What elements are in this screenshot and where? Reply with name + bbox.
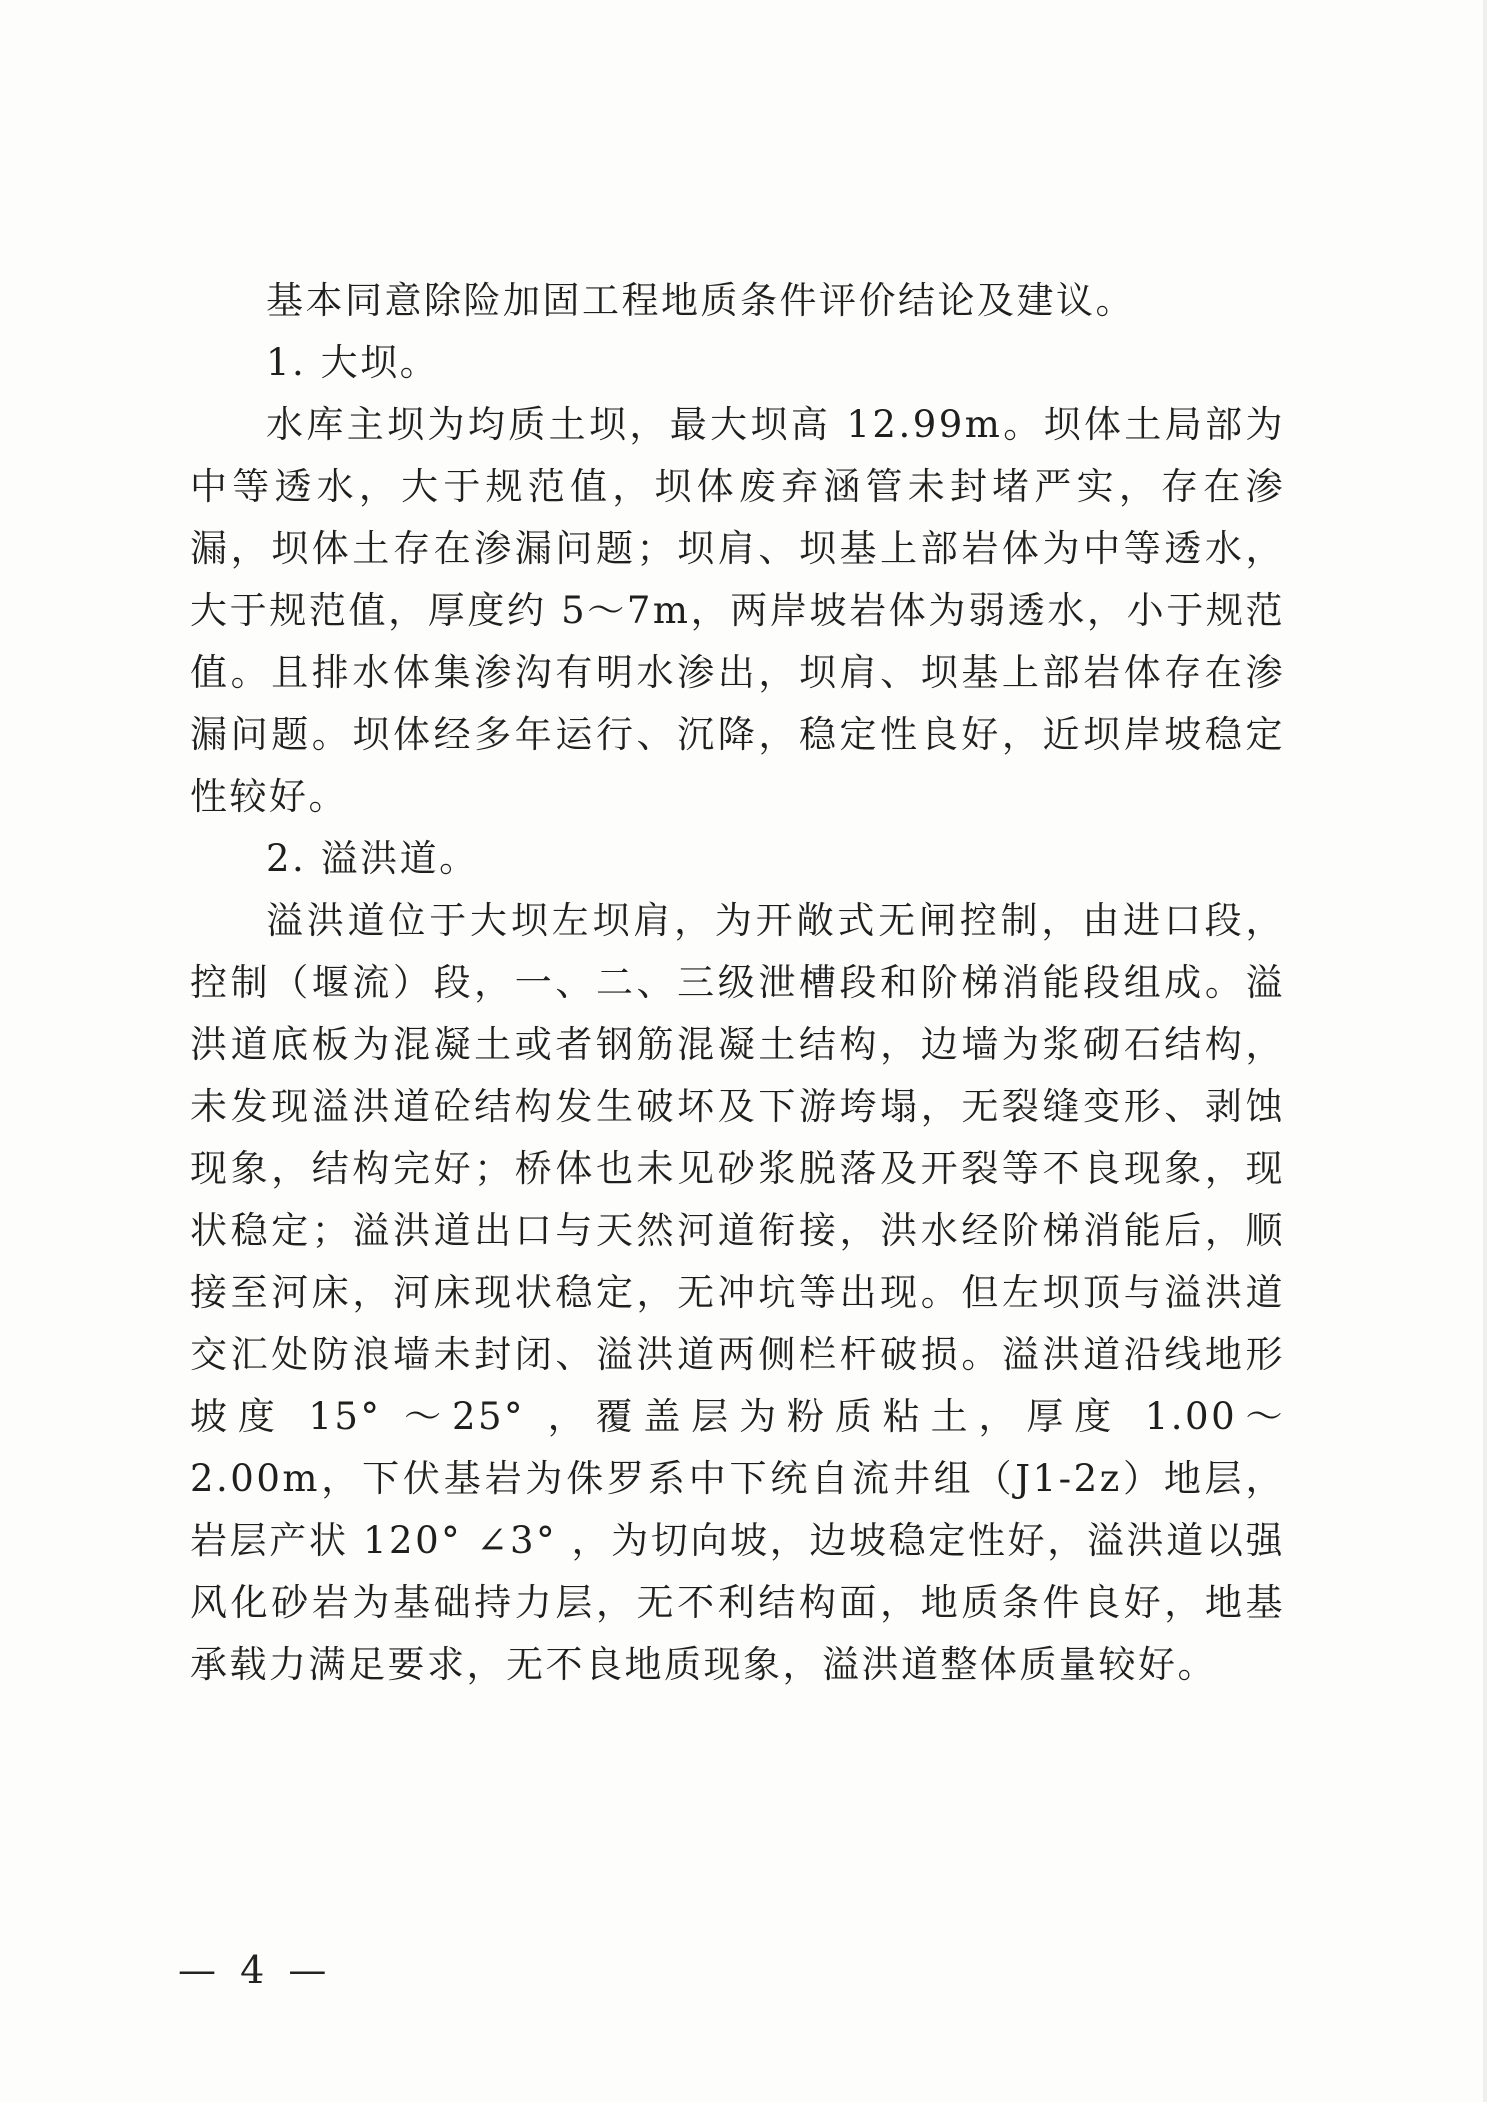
heading-dam: 1. 大坝。	[266, 341, 440, 384]
body-text	[190, 270, 1285, 1696]
paragraph-dam: 水库主坝为均质土坝，最大坝高 12.99m。坝体土局部为中等透水，大于规范值，坝体废弃涵管未封堵严实，存在渗漏，坝体土存在渗漏问题；坝肩、坝基上部岩体为中等透水，大于规范值，厚度约 5～7m，两岸坡岩体为弱透水，小于规范值。且排水体集渗沟有明水渗出，坝肩、坝基上部岩体存在渗漏问题。坝体经多年运行、沉降，稳定性良好，近坝岸坡稳定性较好。	[190, 403, 1285, 818]
scan-edge	[1483, 0, 1487, 2102]
page-number: — 4 —	[178, 1948, 333, 1992]
heading-spillway: 2. 溢洪道。	[266, 837, 479, 880]
paragraph-spillway: 溢洪道位于大坝左坝肩，为开敞式无闸控制，由进口段，控制（堰流）段，一、二、三级泄槽段和阶梯消能段组成。溢洪道底板为混凝土或者钢筋混凝土结构，边墙为浆砌石结构，未发现溢洪道砼结构发生破坏及下游垮塌，无裂缝变形、剥蚀现象，结构完好；桥体也未见砂浆脱落及开裂等不良现象，现状稳定；溢洪道出口与天然河道衔接，洪水经阶梯消能后，顺接至河床，河床现状稳定，无冲坑等出现。但左坝顶与溢洪道交汇处防浪墙未封闭、溢洪道两侧栏杆破损。溢洪道沿线地形坡度 15° ～25° ，覆盖层为粉质粘土，厚度 1.00～2.00m，下伏基岩为侏罗系中下统自流井组（J1-2z）地层，岩层产状 120° ∠3° ，为切向坡，边坡稳定性好，溢洪道以强风化砂岩为基础持力层，无不利结构面，地质条件良好，地基承载力满足要求，无不良地质现象，溢洪道整体质量较好。	[190, 899, 1285, 1686]
paragraph-conclusion: 基本同意除险加固工程地质条件评价结论及建议。	[266, 279, 1135, 322]
